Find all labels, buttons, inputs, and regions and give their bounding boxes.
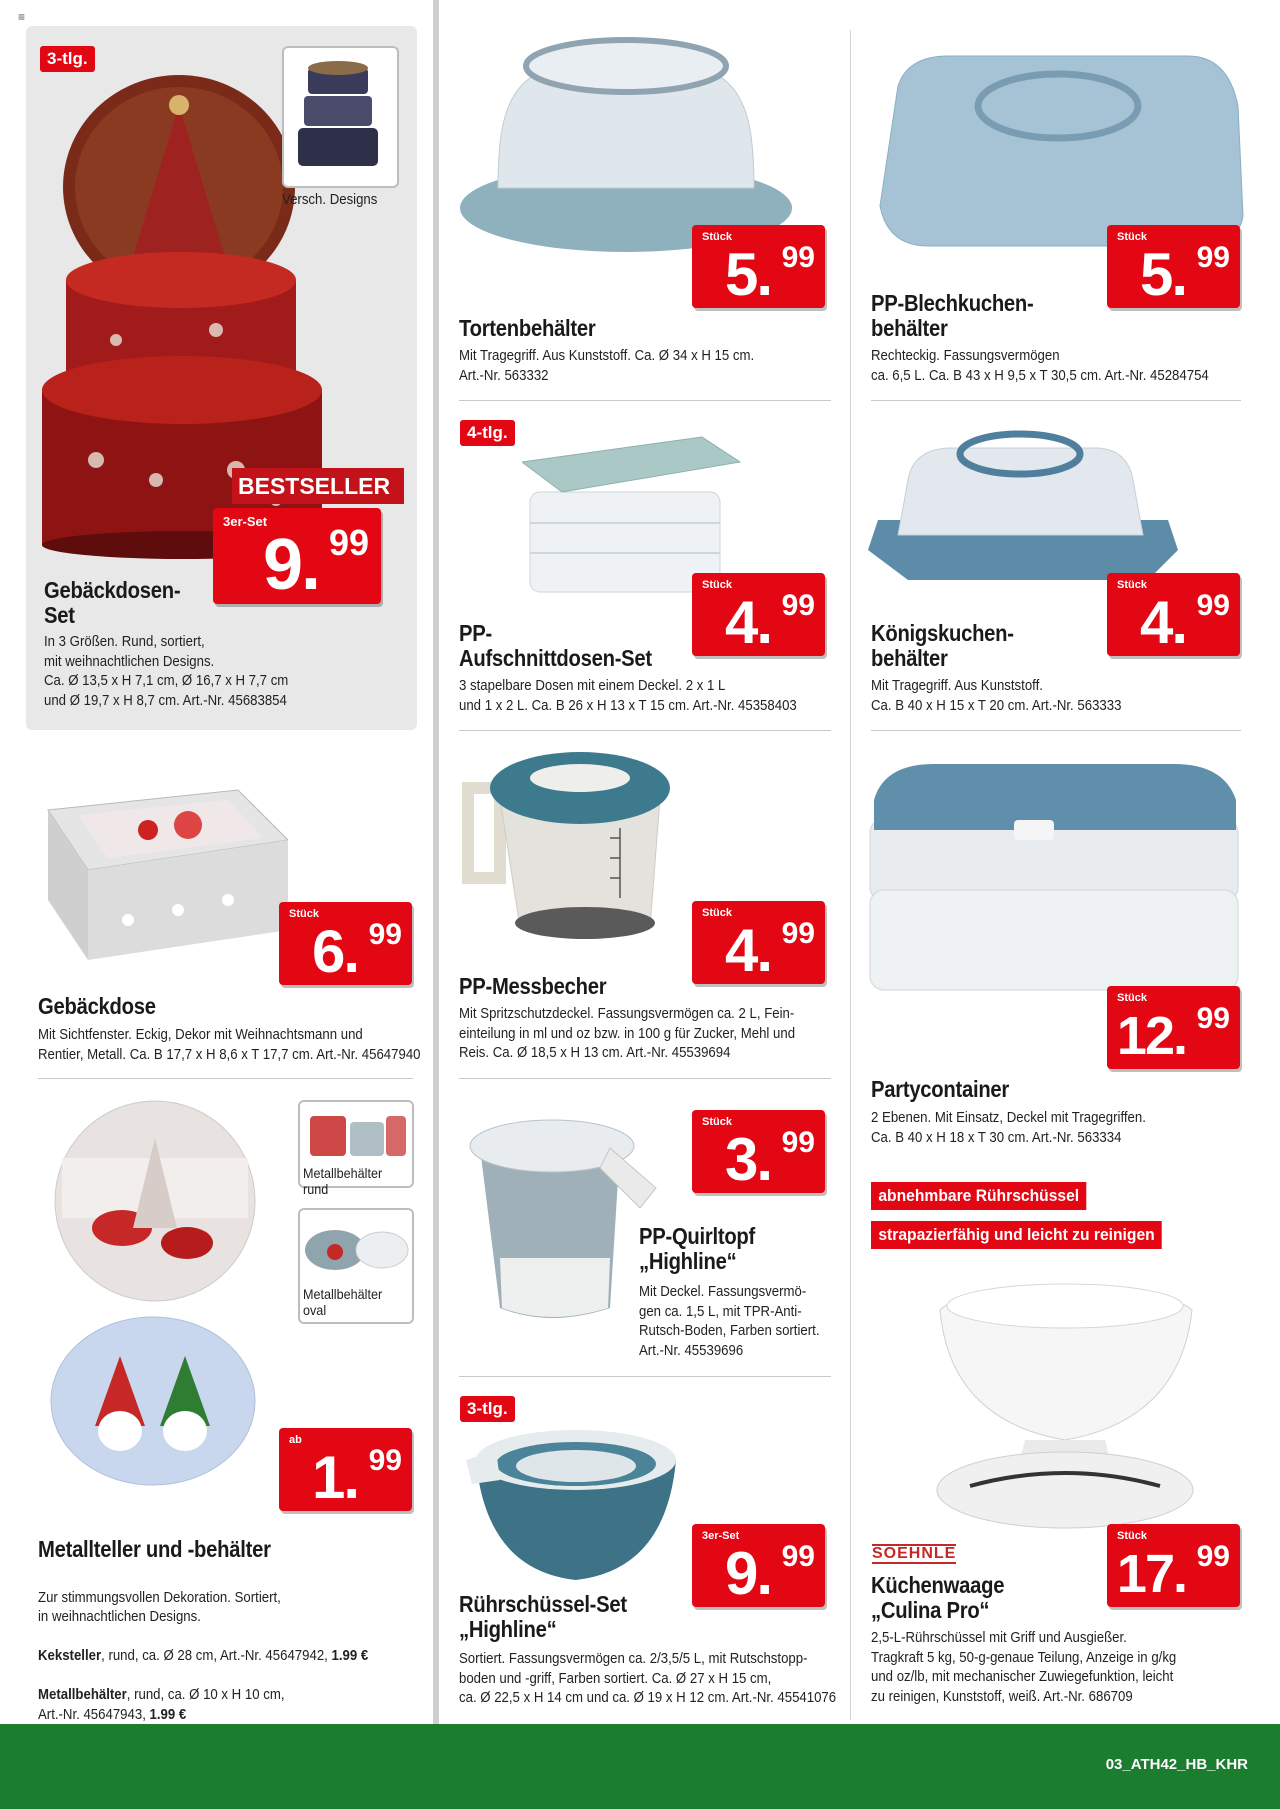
price-main: 5. <box>724 241 771 308</box>
item-price-rund: 1.99 € <box>149 1705 187 1723</box>
price-cents: 99 <box>1196 589 1230 622</box>
price-cents: 99 <box>368 1444 402 1477</box>
divider <box>459 1376 831 1377</box>
price-tag <box>692 1110 825 1193</box>
price-cents: 99 <box>1196 1002 1230 1035</box>
price-unit: Stück <box>1117 992 1147 1004</box>
product-title: PP-Quirltopf „Highline“ <box>639 1223 756 1274</box>
product-title: Metallteller und -behälter <box>38 1536 271 1562</box>
price-unit: Stück <box>702 231 732 243</box>
product-description: Mit Deckel. Fassungsvermö- gen ca. 1,5 L, mit TPR-Anti- Rutsch-Boden, Farben sortiert. Art.-Nr. 45539696 <box>639 1283 820 1359</box>
divider <box>459 730 831 731</box>
product-description: In 3 Größen. Rund, sortiert, mit weihnachtlichen Designs. Ca. Ø 13,5 x H 7,1 cm, Ø 16,7 x H 7,7 cm und Ø 19,7 x H 8,7 cm. Art.-Nr. 45683854 <box>44 633 289 709</box>
price-cents: 99 <box>781 589 815 622</box>
price-unit: Stück <box>1117 231 1147 243</box>
price-unit: Stück <box>1117 1530 1147 1542</box>
divider <box>38 1078 413 1079</box>
partycontainer-image <box>864 760 1244 996</box>
product-description: Rechteckig. Fassungsvermögen ca. 6,5 L. Ca. B 43 x H 9,5 x T 30,5 cm. Art.-Nr. 45284754 <box>871 347 1209 384</box>
item-price-keksteller: 1.99 € <box>331 1647 369 1664</box>
product-title: PP-Messbecher <box>459 973 607 999</box>
product-title: PP-Blechkuchen- behälter <box>871 290 1034 341</box>
price-tag <box>692 1524 825 1607</box>
variant-tins-icon <box>284 48 397 186</box>
price-main: 12. <box>1116 1006 1186 1066</box>
product-title: Partycontainer <box>871 1076 1010 1102</box>
price-main: 9. <box>262 525 319 605</box>
column-divider-left <box>433 0 439 1724</box>
teller-gnome-image <box>50 1316 256 1486</box>
price-main: 3. <box>724 1126 771 1193</box>
price-tag <box>279 1428 412 1511</box>
product-description: Mit Spritzschutzdeckel. Fassungsvermögen ca. 2 L, Fein- einteilung in ml und oz bzw. in 100 g für Zucker, Mehl und Reis. Ca. Ø 18,5 x H 13 cm. Art.-Nr. 45539694 <box>459 1005 796 1061</box>
design-variants-thumbnail[interactable] <box>282 46 399 188</box>
product-description: Mit Sichtfenster. Eckig, Dekor mit Weihnachtsmann und Rentier, Metall. Ca. B 17,7 x H 8,6 x T 17,7 cm. Art.-Nr. 45647940 <box>38 1026 421 1063</box>
price-cents: 99 <box>781 1540 815 1573</box>
price-tag <box>213 508 381 604</box>
tortenbehaelter-image <box>458 28 794 258</box>
product-title: Küchenwaage „Culina Pro“ <box>871 1572 1005 1623</box>
set-count-tag: 3-tlg. <box>460 1396 515 1422</box>
ruehrschuessel-image <box>466 1420 686 1590</box>
divider <box>871 400 1241 401</box>
price-unit: 3er-Set <box>702 1530 740 1542</box>
price-tag <box>279 902 412 985</box>
gebaeckdose-image <box>38 770 288 970</box>
product-title: Gebäckdose <box>38 993 156 1019</box>
metallbehaelter-rund-caption: Metallbehälter rund <box>303 1165 383 1197</box>
feature-banner-2: strapazierfähig und leicht zu reinigen <box>871 1221 1162 1249</box>
product-title: Tortenbehälter <box>459 315 596 341</box>
price-tag <box>1107 1524 1240 1607</box>
price-unit: ab <box>289 1434 302 1446</box>
price-main: 6. <box>311 918 358 985</box>
oval-container-icon <box>300 1210 412 1294</box>
price-cents: 99 <box>1196 1540 1230 1573</box>
divider <box>459 400 831 401</box>
item-name-rund: Metallbehälter <box>38 1686 127 1703</box>
metallbehaelter-oval-caption: Metallbehälter oval <box>303 1286 383 1318</box>
brand-logo: SOEHNLE <box>872 1545 957 1562</box>
set-count-tag: 4-tlg. <box>460 420 515 446</box>
kuechenwaage-image <box>930 1270 1200 1530</box>
price-cents: 99 <box>781 917 815 950</box>
product-description: Mit Tragegriff. Aus Kunststoff. Ca. B 40 x H 15 x T 20 cm. Art.-Nr. 563333 <box>871 677 1122 714</box>
quirltopf-image <box>460 1108 660 1328</box>
price-main: 1. <box>311 1444 358 1511</box>
bestseller-badge: BESTSELLER <box>232 468 404 504</box>
footer-bar <box>0 1724 1280 1809</box>
product-title: Königskuchen- behälter <box>871 620 1014 671</box>
price-cents: 99 <box>781 241 815 274</box>
set-count-tag: 3-tlg. <box>40 46 95 72</box>
page-code: 03_ATH42_HB_KHR <box>1105 1756 1248 1773</box>
divider <box>459 1078 831 1079</box>
price-unit: Stück <box>702 907 732 919</box>
price-tag <box>1107 986 1240 1069</box>
product-description: 2 Ebenen. Mit Einsatz, Deckel mit Tragegriffen. Ca. B 40 x H 18 x T 30 cm. Art.-Nr. 563334 <box>871 1109 1146 1146</box>
price-main: 5. <box>1139 241 1186 308</box>
price-unit: Stück <box>702 579 732 591</box>
product-description: 3 stapelbare Dosen mit einem Deckel. 2 x 1 L und 1 x 2 L. Ca. B 26 x H 13 x T 15 cm. Art.-Nr. 45358403 <box>459 677 797 714</box>
price-unit: 3er-Set <box>223 514 268 529</box>
feature-banner-1: abnehmbare Rührschüssel <box>871 1182 1087 1210</box>
divider <box>871 730 1241 731</box>
price-cents: 99 <box>328 522 369 563</box>
price-main: 4. <box>724 589 771 656</box>
price-tag <box>1107 225 1240 308</box>
item-name-keksteller: Keksteller <box>38 1647 102 1664</box>
price-tag <box>692 225 825 308</box>
price-unit: Stück <box>702 1116 732 1128</box>
product-title: PP- Aufschnittdosen-Set <box>459 620 652 671</box>
messbecher-image <box>460 748 700 948</box>
price-main: 9. <box>724 1540 771 1607</box>
price-unit: Stück <box>289 908 319 920</box>
price-cents: 99 <box>1196 241 1230 274</box>
koenigskuchen-image <box>868 420 1178 590</box>
price-tag <box>1107 573 1240 656</box>
price-cents: 99 <box>781 1126 815 1159</box>
item-details-rund: , rund, ca. Ø 10 x H 10 cm, Art.-Nr. 45647943, <box>38 1686 285 1723</box>
column-divider-right <box>850 30 851 1720</box>
price-cents: 99 <box>368 918 402 951</box>
description-intro: Zur stimmungsvollen Dekoration. Sortiert, in weihnachtlichen Designs. <box>38 1588 281 1625</box>
keksteller-image <box>52 1098 258 1304</box>
product-description: Sortiert. Fassungsvermögen ca. 2/3,5/5 L, mit Rutschstopp- boden und -griff, Farben sortiert. Ca. Ø 27 x H 15 cm, ca. Ø 22,5 x H 14 cm und ca. Ø 19 x H 12 cm. Art.-Nr. 45541076 <box>459 1650 837 1706</box>
price-tag <box>692 573 825 656</box>
price-main: 17. <box>1116 1544 1186 1604</box>
product-description: 2,5-L-Rührschüssel mit Griff und Ausgießer. Tragkraft 5 kg, 50-g-genaue Teilung, Anzeige in g/kg und oz/lb, mit mechanischer Zuwiegefunktion, leicht zu reinigen, Kunststoff, weiß. Art.-Nr. 686709 <box>871 1629 1177 1705</box>
price-main: 4. <box>724 917 771 984</box>
item-details-keksteller: , rund, ca. Ø 28 cm, Art.-Nr. 45647942, <box>101 1647 332 1664</box>
menu-icon: ≡ <box>18 10 26 24</box>
product-title: Rührschüssel-Set „Highline“ <box>459 1591 627 1642</box>
price-main: 4. <box>1139 589 1186 656</box>
price-unit: Stück <box>1117 579 1147 591</box>
design-variants-caption: Versch. Designs <box>282 191 378 208</box>
price-tag <box>692 901 825 984</box>
product-description: Mit Tragegriff. Aus Kunststoff. Ca. Ø 34 x H 15 cm. Art.-Nr. 563332 <box>459 347 755 384</box>
product-title: Gebäckdosen- Set <box>44 577 181 628</box>
